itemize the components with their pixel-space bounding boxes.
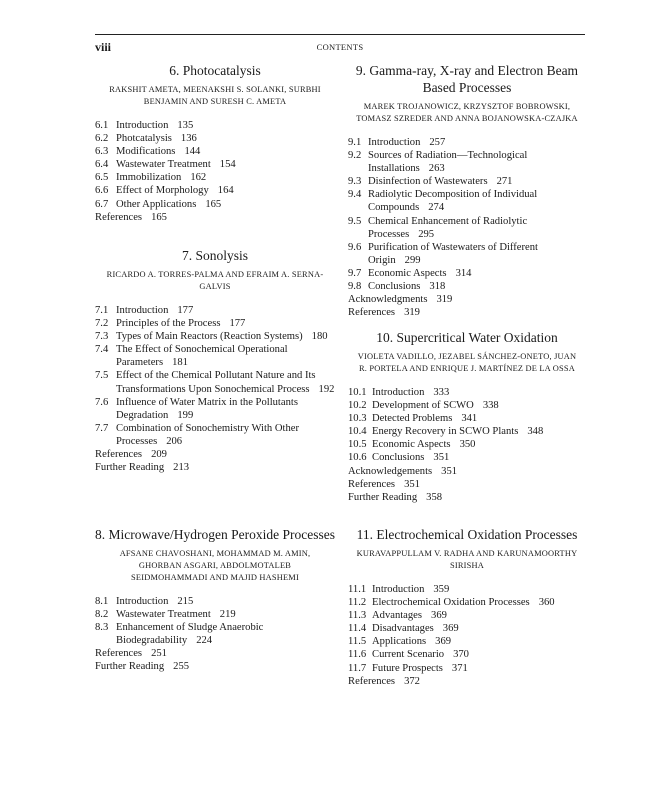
section-number: 7.2: [95, 318, 109, 330]
section-number: 7.3: [95, 331, 109, 343]
toc-entry[interactable]: [348, 451, 586, 464]
chapter-authors: RICARDO A. TORRES-PALMA AND EFRAIM A. SERNA-GALVIS: [106, 270, 324, 291]
section-title-text: Introduction: [368, 137, 421, 148]
section-title-text: Introduction: [116, 596, 169, 607]
section-number: 10.4: [348, 426, 367, 438]
page-reference: 219: [219, 609, 236, 621]
section-title: [372, 451, 586, 464]
toc-entry[interactable]: [348, 412, 586, 425]
section-title: [116, 595, 335, 608]
chapter-title: 9. Gamma-ray, X-ray and Electron Beam Based Processes: [355, 63, 579, 95]
toc-entry[interactable]: [95, 211, 335, 224]
section-title: [116, 198, 335, 211]
chapter-title: 8. Microwave/Hydrogen Peroxide Processes: [95, 527, 335, 542]
toc-entry[interactable]: [95, 608, 335, 621]
chapter-entries: [348, 136, 586, 319]
toc-entry[interactable]: [95, 158, 335, 171]
page-header: [95, 34, 585, 55]
section-number: 11.6: [348, 649, 367, 661]
page-reference: 358: [426, 491, 443, 503]
section-number: 8.3: [95, 622, 109, 634]
section-title-text: Types of Main Reactors (Reaction Systems): [116, 331, 303, 343]
page-reference: 154: [219, 159, 236, 171]
section-title-text: Introduction: [116, 120, 169, 131]
page-reference: 255: [173, 661, 190, 673]
section-number: 8.2: [95, 609, 109, 621]
chapter-entries: [95, 119, 335, 224]
section-title: [95, 211, 335, 224]
toc-entry[interactable]: [348, 635, 586, 648]
toc-entry[interactable]: [95, 198, 335, 211]
page-reference: 144: [184, 146, 201, 158]
section-number: 7.4: [95, 344, 109, 356]
toc-entry[interactable]: [95, 343, 335, 369]
page-reference: 314: [455, 267, 472, 279]
toc-entry[interactable]: [348, 306, 586, 319]
toc-entry[interactable]: [95, 145, 335, 158]
section-title-text: Economic Aspects: [372, 439, 451, 451]
toc-entry[interactable]: [348, 609, 586, 622]
page-reference: 341: [461, 413, 478, 425]
section-number: 11.3: [348, 610, 367, 622]
page-reference: 165: [151, 211, 167, 223]
toc-entry[interactable]: [348, 583, 586, 596]
toc-entry[interactable]: [348, 175, 586, 188]
section-title: [372, 438, 586, 451]
section-title: [368, 175, 586, 188]
page-reference: 177: [229, 318, 246, 330]
section-title: [348, 675, 586, 688]
section-number: 9.4: [348, 189, 362, 201]
chapter-authors: RAKSHIT AMETA, MEENAKSHI S. SOLANKI, SURBHI BENJAMIN AND SURESH C. AMETA: [109, 85, 321, 106]
toc-entry[interactable]: [95, 304, 335, 317]
section-title-text: Conclusions: [372, 452, 425, 464]
toc-entry[interactable]: [95, 396, 335, 422]
toc-entry[interactable]: [95, 461, 335, 474]
section-number: 9.8: [348, 281, 362, 293]
toc-entry[interactable]: [348, 280, 586, 293]
section-title-text: Photcatalysis: [116, 133, 172, 145]
page-reference: 199: [177, 409, 194, 421]
section-title: [348, 293, 586, 306]
page-reference: 162: [190, 172, 207, 184]
toc-entry[interactable]: [348, 136, 586, 149]
chapter-authors: AFSANE CHAVOSHANI, MOHAMMAD M. AMIN, GHORBAN ASGARI, ABDOLMOTALEB SEIDMOHAMMADI AND MAJID HASHEMI: [119, 549, 311, 582]
section-title-text: Introduction: [372, 584, 425, 595]
section-number: 8.1: [95, 596, 109, 607]
section-title: [368, 188, 586, 214]
section-title-text: Effect of Morphology: [116, 185, 209, 197]
section-title: [116, 171, 335, 184]
toc-entry[interactable]: [348, 662, 586, 675]
page-reference: 370: [453, 649, 469, 661]
page-reference: 251: [151, 648, 167, 660]
toc-entry[interactable]: [95, 171, 335, 184]
toc-entry[interactable]: [95, 369, 335, 395]
section-title-text: Immobilization: [116, 172, 182, 184]
section-number: 10.2: [348, 400, 367, 412]
section-title: [116, 396, 335, 422]
section-number: 9.6: [348, 241, 362, 253]
section-number: 11.7: [348, 662, 367, 674]
page-reference: 263: [428, 163, 445, 175]
section-title: [95, 448, 335, 461]
chapter-title: 7. Sonolysis: [181, 248, 249, 263]
section-title-text: Modifications: [116, 146, 176, 158]
section-number: 10.6: [348, 452, 367, 464]
section-title-text: Economic Aspects: [368, 267, 447, 279]
toc-entry[interactable]: [95, 595, 335, 608]
section-number: 10.3: [348, 413, 367, 425]
section-title-text: Wastewater Treatment: [116, 609, 211, 621]
section-title-text: Detected Problems: [372, 413, 453, 425]
page-reference: 333: [433, 387, 450, 398]
section-number: 7.6: [95, 396, 109, 408]
section-title-text: Radiolytic Decomposition of Individual Compounds: [368, 189, 538, 214]
page-reference: 224: [196, 635, 213, 647]
toc-entry[interactable]: [348, 188, 586, 214]
section-title-text: Introduction: [372, 387, 425, 398]
page-reference: 319: [404, 307, 420, 319]
section-title: [368, 215, 586, 241]
chapter-authors: VIOLETA VADILLO, JEZABEL SÁNCHEZ-ONETO, JUAN R. PORTELA AND ENRIQUE J. MARTÍNEZ DE LA OSSA: [357, 352, 577, 373]
section-title-text: Acknowledgments: [348, 294, 428, 306]
page-reference: 350: [459, 439, 476, 451]
section-title-text: Disadvantages: [372, 623, 434, 635]
section-number: 11.5: [348, 636, 367, 648]
section-title: [116, 132, 335, 145]
section-title-text: Advantages: [372, 610, 423, 622]
section-title-text: Chemical Enhancement of Radiolytic Processes: [368, 215, 528, 240]
page-reference: 209: [151, 449, 167, 461]
section-title: [116, 621, 335, 647]
section-number: 11.2: [348, 597, 367, 609]
section-title: [372, 648, 586, 661]
page-reference: 181: [172, 357, 188, 369]
page-reference: 299: [404, 254, 421, 266]
section-title: [116, 608, 335, 621]
toc-entry[interactable]: [95, 184, 335, 197]
section-number: 11.1: [348, 584, 367, 595]
section-number: 6.2: [95, 133, 109, 145]
section-title-text: Energy Recovery in SCWO Plants: [372, 426, 519, 438]
page-reference: 359: [433, 584, 450, 595]
chapter-11: [348, 526, 586, 688]
section-title-text: References: [348, 307, 396, 319]
toc-entry[interactable]: [348, 438, 586, 451]
section-title: [368, 241, 586, 267]
page-reference: 351: [433, 452, 450, 464]
toc-entry[interactable]: [348, 675, 586, 688]
toc-entry[interactable]: [95, 119, 335, 132]
section-number: 9.7: [348, 267, 362, 279]
page-reference: 369: [442, 623, 459, 635]
chapter-9: [348, 62, 586, 319]
toc-entry[interactable]: [348, 648, 586, 661]
toc-entry[interactable]: [95, 660, 335, 673]
chapter-entries: [95, 595, 335, 674]
section-title: [368, 267, 586, 280]
section-title: [348, 306, 586, 319]
section-title: [368, 280, 586, 293]
chapter-title: 10. Supercritical Water Oxidation: [376, 330, 558, 345]
section-title: [95, 660, 335, 673]
page-reference: 213: [173, 462, 190, 474]
page-reference: 319: [436, 294, 453, 306]
toc-entry[interactable]: [348, 215, 586, 241]
page-number: viii: [95, 40, 112, 54]
section-title-text: Principles of the Process: [116, 318, 221, 330]
section-title-text: Further Reading: [348, 491, 418, 503]
section-title-text: Wastewater Treatment: [116, 159, 211, 171]
section-title-text: Introduction: [116, 305, 169, 316]
section-title-text: Effect of the Chemical Pollutant Nature and Its Transformations Upon Sonochemical Process: [116, 370, 316, 395]
toc-entry[interactable]: [348, 149, 586, 175]
running-head: CONTENTS: [316, 42, 364, 52]
section-title-text: Acknowledgements: [348, 465, 433, 477]
section-title: [116, 330, 335, 343]
chapter-10: [348, 329, 586, 504]
section-title: [372, 635, 586, 648]
section-title: [116, 317, 335, 330]
toc-entry[interactable]: [348, 425, 586, 438]
section-title-text: Combination of Sonochemistry With Other Processes: [116, 422, 299, 447]
section-title-text: References: [348, 675, 396, 687]
section-number: 7.1: [95, 305, 109, 316]
section-title: [116, 184, 335, 197]
section-title: [116, 422, 335, 448]
section-title-text: Further Reading: [95, 661, 165, 673]
section-number: 11.4: [348, 623, 367, 635]
chapter-8: [95, 526, 335, 674]
page-reference: 271: [496, 176, 513, 188]
section-number: 10.1: [348, 387, 367, 398]
toc-entry[interactable]: [348, 622, 586, 635]
section-title-text: Disinfection of Wastewaters: [368, 176, 488, 188]
section-title: [372, 583, 586, 596]
section-title-text: Further Reading: [95, 462, 165, 474]
toc-entry[interactable]: [95, 317, 335, 330]
section-title: [116, 369, 335, 395]
section-number: 10.5: [348, 439, 367, 451]
section-number: 6.7: [95, 198, 109, 210]
toc-entry[interactable]: [348, 596, 586, 609]
page-reference: 164: [217, 185, 234, 197]
section-title: [372, 399, 586, 412]
page-reference: 177: [177, 305, 194, 316]
section-title-text: Sources of Radiation—Technological Installations: [368, 150, 528, 175]
page-reference: 206: [166, 435, 183, 447]
section-title: [95, 647, 335, 660]
section-title-text: Current Scenario: [372, 649, 445, 661]
section-title-text: Future Prospects: [372, 662, 443, 674]
chapter-entries: [348, 583, 586, 688]
section-title: [348, 491, 586, 504]
toc-entry[interactable]: [348, 465, 586, 478]
page-reference: 192: [318, 383, 335, 395]
chapter-7: [95, 247, 335, 474]
section-number: 9.1: [348, 137, 362, 148]
section-title-text: Conclusions: [368, 281, 421, 293]
section-number: 9.2: [348, 150, 362, 162]
section-number: 7.7: [95, 422, 109, 434]
toc-entry[interactable]: [348, 241, 586, 267]
section-title-text: References: [95, 648, 143, 660]
toc-entry[interactable]: [95, 647, 335, 660]
toc-entry[interactable]: [348, 491, 586, 504]
toc-entry[interactable]: [348, 399, 586, 412]
page-reference: 369: [431, 610, 447, 622]
toc-entry[interactable]: [95, 330, 335, 343]
toc-entry[interactable]: [348, 267, 586, 280]
toc-entry[interactable]: [95, 422, 335, 448]
page-reference: 372: [404, 675, 420, 687]
chapter-authors: KURAVAPPULLAM V. RADHA AND KARUNAMOORTHY SIRISHA: [356, 549, 578, 570]
page-reference: 136: [180, 133, 197, 145]
page-reference: 135: [177, 120, 194, 131]
page-reference: 351: [441, 465, 458, 477]
section-title-text: Purification of Wastewaters of Different Origin: [368, 241, 538, 266]
section-title: [372, 386, 586, 399]
chapter-title: 6. Photocatalysis: [169, 63, 261, 78]
section-title-text: Electrochemical Oxidation Processes: [372, 597, 530, 609]
page-reference: 257: [429, 137, 446, 148]
section-title-text: The Effect of Sonochemical Operational Parameters: [116, 344, 288, 369]
section-title: [372, 662, 586, 675]
page-reference: 165: [205, 198, 222, 210]
chapter-6: [95, 62, 335, 224]
page-reference: 371: [451, 662, 468, 674]
page-reference: 180: [311, 331, 328, 343]
section-title: [372, 425, 586, 438]
toc-entry[interactable]: [348, 293, 586, 306]
section-number: 9.5: [348, 215, 362, 227]
section-number: 6.6: [95, 185, 109, 197]
toc-entry[interactable]: [95, 132, 335, 145]
page-reference: 369: [435, 636, 452, 648]
section-title: [116, 158, 335, 171]
toc-entry[interactable]: [348, 478, 586, 491]
section-title-text: Applications: [372, 636, 427, 648]
section-title: [372, 412, 586, 425]
page-reference: 360: [538, 597, 555, 609]
page-reference: 215: [177, 596, 194, 607]
section-title: [348, 478, 586, 491]
toc-entry[interactable]: [95, 621, 335, 647]
section-title-text: Development of SCWO: [372, 400, 474, 412]
page-reference: 338: [482, 400, 499, 412]
page-reference: 348: [527, 426, 544, 438]
chapter-entries: [95, 304, 335, 474]
section-title: [372, 622, 586, 635]
section-number: 6.1: [95, 120, 109, 131]
section-title: [348, 465, 586, 478]
section-title: [116, 343, 335, 369]
section-title-text: References: [95, 449, 143, 461]
page-reference: 274: [428, 202, 445, 214]
section-title-text: Influence of Water Matrix in the Pollutants Degradation: [116, 396, 298, 421]
section-title-text: Other Applications: [116, 198, 197, 210]
section-number: 7.5: [95, 370, 109, 382]
section-title-text: Enhancement of Sludge Anaerobic Biodegradability: [116, 622, 264, 647]
section-title: [368, 136, 586, 149]
chapter-entries: [348, 386, 586, 504]
page-reference: 318: [429, 281, 446, 293]
section-number: 6.5: [95, 172, 109, 184]
section-title-text: References: [95, 211, 143, 223]
toc-entry[interactable]: [348, 386, 586, 399]
section-number: 9.3: [348, 176, 362, 188]
section-title: [116, 304, 335, 317]
section-title: [116, 145, 335, 158]
section-title: [372, 596, 586, 609]
page-reference: 351: [404, 478, 420, 490]
section-number: 6.3: [95, 146, 109, 158]
section-title: [95, 461, 335, 474]
page-reference: 295: [418, 228, 435, 240]
toc-entry[interactable]: [95, 448, 335, 461]
section-number: 6.4: [95, 159, 109, 171]
section-title: [116, 119, 335, 132]
section-title: [372, 609, 586, 622]
chapter-authors: MAREK TROJANOWICZ, KRZYSZTOF BOBROWSKI, TOMASZ SZREDER AND ANNA BOJANOWSKA-CZAJKA: [356, 102, 578, 123]
section-title: [368, 149, 586, 175]
chapter-title: 11. Electrochemical Oxidation Processes: [356, 527, 578, 542]
section-title-text: References: [348, 478, 396, 490]
